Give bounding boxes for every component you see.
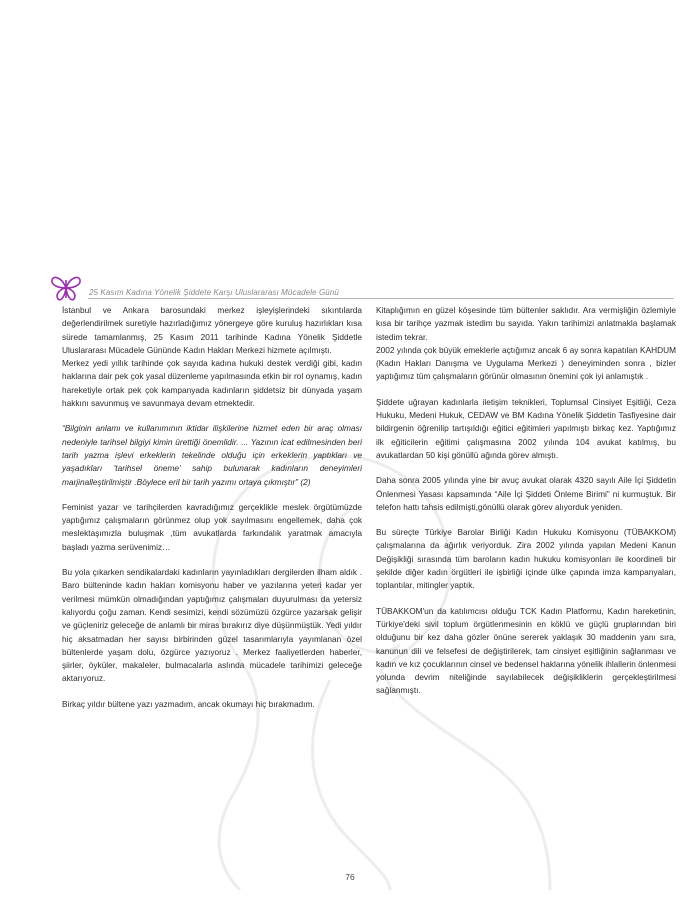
paragraph: Feminist yazar ve tarihçilerden kavradığımız gerçeklikle meslek örgütümüzde yaptığımız çalışmaların görünmez olup yok sayılmasını engellemek, daha çok meslektaşımızla buluşmak ,tüm avukatlarda farkındalık yaratmak amacıyla başladı yazma serüvenimiz… (62, 501, 362, 552)
right-column (376, 304, 676, 698)
quote-paragraph: “Bilginin anlamı ve kullanımının iktidar ilişkilerine hizmet eden bir araç olması nedeniyle tarihsel bilgiyi kimin ürettiği önemlidir. ... Yazının icat edilmesinden beri tarih yazma işlevi erkeklerin tekelinde olduğu için erkeklerin yaptıkları ve yaşadıkları 'tarihsel öneme' sahip bulunarak kadınların deneyimleri marjinalleştirilmiştir .Böylece eril bir tarih yazımı ortaya çıkmıştır” (2) (62, 423, 362, 487)
butterfly-icon (50, 274, 82, 302)
left-column (62, 304, 362, 711)
running-header (50, 272, 674, 302)
paragraph: Kitaplığımın en güzel köşesinde tüm bültenler saklıdır. Ara vermişliğin özlemiyle kısa bir tarihçe yazmak istedim bu sayıda. Yakın tarihimizi anlatmakla başlamak istedim tekrar. (376, 305, 676, 342)
paragraph: İstanbul ve Ankara barosundaki merkez işleyişlerindeki sıkıntılarda değerlendirilmek suretiyle hazırladığımız yönergeye göre kuruluş hazırlıkları kısa sürede tamamlanmış, 25 Kasım 2011 tarihinde Kadına Yönelik Şiddetle Uluslararası Mücadele Gününde Kadın Hakları Merkezi hizmete açılmıştı. (62, 305, 362, 355)
header-rule (88, 298, 674, 299)
page-number: 76 (345, 872, 355, 882)
paragraph: Bu yola çıkarken sendikalardaki kadınların yayınladıkları dergilerden ilham aldık . Baro bülteninde kadın hakları komisyonu haber ve yazılarına yeteri kadar yer verilmesi mümkün olmadığından yaptığımız çalışmaları duyurulması da yetersiz kalıyordu çoğu zaman. Kendi sesimizi, kendi sözümüzü özgürce yazarsak gelişir ve güçleniriz geleceğe de anlamlı bir miras bırakırız diye düşünmüştük. Yedi yıldır hiç aksatmadan her sayısı birbirinden güzel tasarımlarıyla yayımlanan özel bültenlerde yaşam dolu, özgürce yazıyoruz . Merkez faaliyetlerden haberler, şiirler, öyküler, makaleler, bulmacalarla aslında mücadele tarihimizi geleceğe aktarıyoruz. (62, 567, 362, 684)
paragraph: Merkez yedi yıllık tarihinde çok sayıda kadına hukuki destek verdiği gibi, kadın haklarına dair pek çok yasal düzenleme yapılmasında etkin bir rol oynamış, kadın hareketiyle ortak pek çok kampanyada kadınların şiddetsiz bir dünyada yaşam hakkını savunmuş ve savunmaya devam etmektedir. (62, 358, 362, 409)
paragraph: Şiddete uğrayan kadınlarla iletişim teknikleri, Toplumsal Cinsiyet Eşitliği, Ceza Hukuku, Medeni Hukuk, CEDAW ve BM Kadına Yönelik Şiddetin Tasfiyesine dair bildirgenin öğrenilip tartışıldığı eğitici eğitimleri yapılmıştı birkaç kez. Yaptığımız ilk eğiticilerin eğitimi çalışmasına 2002 yılında 104 avukat katılmış, bu avukatlardan 50 kişi gönüllü ağında görev almıştı. (376, 396, 676, 460)
paragraph: Birkaç yıldır bültene yazı yazmadım, ancak okumayı hiç bırakmadım. (62, 698, 315, 709)
header-title: 25 Kasım Kadına Yönelik Şiddete Karşı Uluslararası Mücadele Günü (89, 288, 339, 297)
paragraph: TÜBAKKOM'un da katılımcısı olduğu TCK Kadın Platformu, Kadın hareketinin, Türkiye'deki sivil toplum örgütlenmesinin en köklü ve güçlü gruplarından biri olduğunu bir kez daha gözler önüne sererek yaklaşık 30 maddenin yanı sıra, kanunun dili ve felsefesi de değiştirilerek, tam cinsiyet eşitliğinin sağlanması ve kadın ve kız çocuklarının cinsel ve bedensel haklarına yönelik ihlallerin önlenmesi yolunda devrim niteliğinde sayılabilecek değişikliklerin gerçekleştirilmesi sağlanmıştı. (376, 605, 676, 696)
paragraph: Daha sonra 2005 yılında yine bir avuç avukat olarak 4320 sayılı Aile İçi Şiddetin Önlenmesi Yasası kapsamında “Aile İçi Şiddeti Önleme Birimi” ni kurmuştuk. Bir telefon hattı tahsis edilmişti,gönüllü olarak görev alıyorduk yeniden. (376, 475, 676, 512)
paragraph: Bu süreçte Türkiye Barolar Birliği Kadın Hukuku Komisyonu (TÜBAKKOM) çalışmalarına da ağırlık veriyorduk. Zira 2002 yılında yapılan Medeni Kanun Değişikliği sırasında tüm baroların kadın hukuku komisyonları ile koordineli bir şekilde diğer kadın örgütleri ile işbirliği içinde ülke çapında imza kampanyaları, toplantılar, mitingler yaptık. (376, 527, 676, 591)
paragraph: 2002 yılında çok büyük emeklerle açtığımız ancak 6 ay sonra kapatılan KAHDUM (Kadın Hakları Danışma ve Uygulama Merkezi ) deneyiminden sonra , bizler yaptığımız tüm çalışmaların görünür olmasının önemini çok iyi anlamıştık . (376, 344, 676, 382)
